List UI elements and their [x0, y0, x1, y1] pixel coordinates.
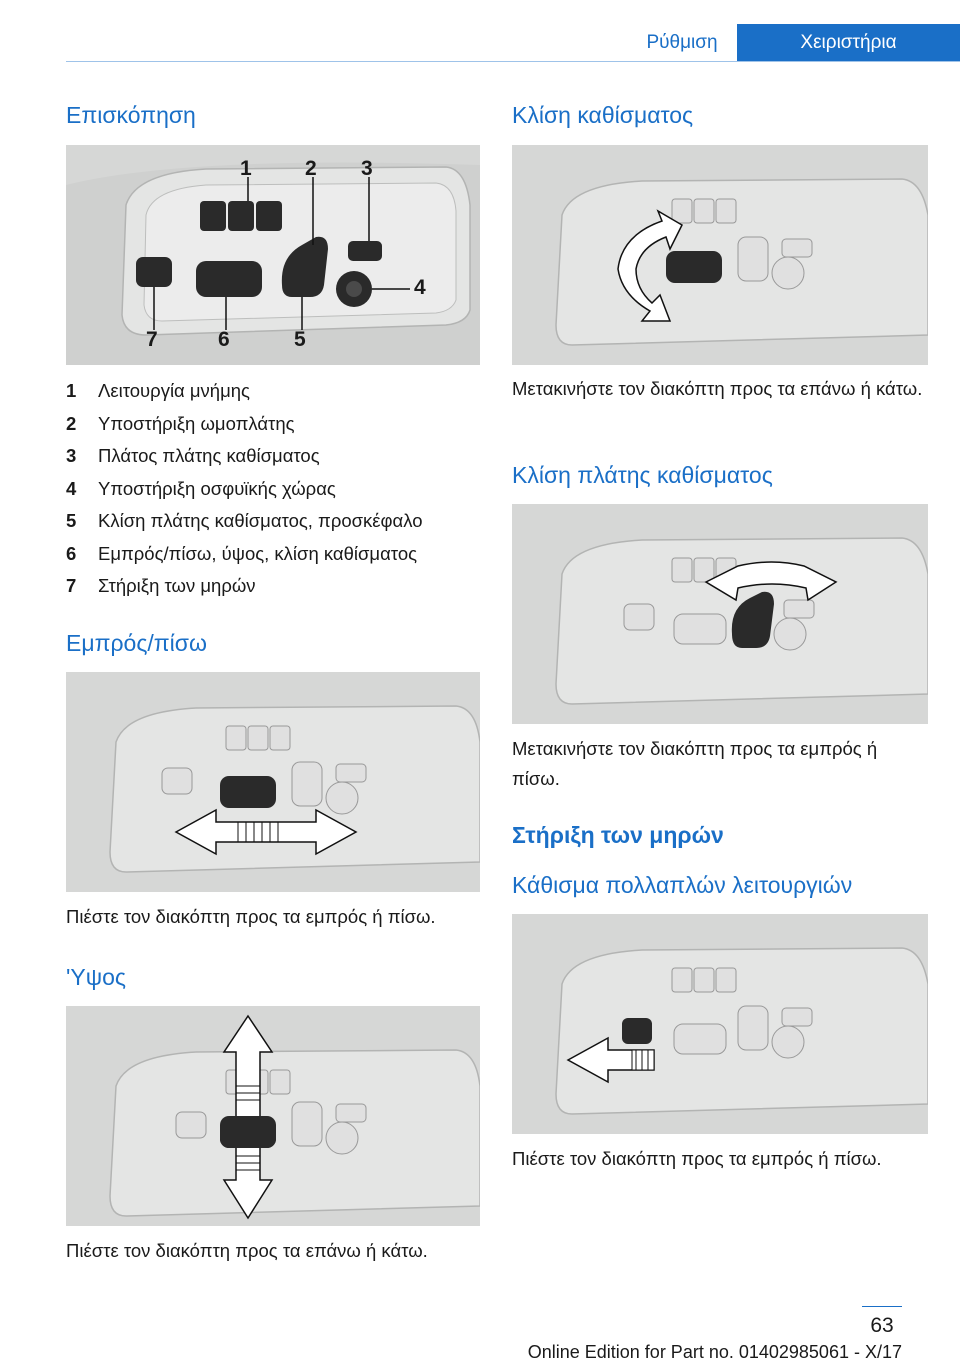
page-number: 63: [870, 1314, 894, 1337]
legend-item: 4 Υποστήριξη οσφυϊκής χώρας: [66, 477, 336, 499]
chapter-tab[interactable]: Χειριστήρια: [737, 24, 960, 62]
back-tilt-title: Κλίση πλάτης καθίσματος: [512, 462, 773, 488]
section-tab[interactable]: Ρύθμιση: [646, 32, 718, 53]
legend-item: 3 Πλάτος πλάτης καθίσματος: [66, 445, 320, 466]
height-figure: [66, 1006, 480, 1226]
callout-6: 6: [218, 328, 230, 351]
seat-tilt-figure: [512, 145, 928, 365]
header-bar: [0, 24, 960, 62]
overview-figure: [66, 145, 480, 365]
multi-figure: [512, 914, 928, 1134]
multi-text: Πιέστε τον διακόπτη προς τα εμπρός ή πίσω.: [512, 1148, 882, 1169]
callout-2: 2: [305, 157, 317, 180]
callout-3: 3: [361, 157, 373, 180]
callout-1: 1: [240, 157, 252, 180]
legend-item: 5 Κλίση πλάτης καθίσματος, προσκέφαλο: [66, 510, 423, 531]
callout-7: 7: [146, 328, 158, 351]
overview-title: Επισκόπηση: [66, 102, 196, 128]
height-title: 'Υψος: [66, 964, 127, 990]
legend-item: 1 Λειτουργία μνήμης: [66, 380, 250, 401]
legend-item: 6 Εμπρός/πίσω, ύψος, κλίση καθίσματος: [66, 542, 418, 564]
height-text: Πιέστε τον διακόπτη προς τα επάνω ή κάτω.: [66, 1240, 428, 1261]
forward-title: Εμπρός/πίσω: [66, 630, 207, 656]
back-tilt-figure: [512, 504, 928, 724]
forward-figure: [66, 672, 480, 892]
callout-4: 4: [414, 276, 426, 299]
thigh-title: Στήριξη των μηρών: [512, 822, 724, 848]
callout-5: 5: [294, 328, 306, 351]
legend-item: 7 Στήριξη των μηρών: [66, 575, 256, 596]
multi-title: Κάθισμα πολλαπλών λειτουργιών: [512, 872, 853, 898]
header-divider: [66, 61, 960, 62]
legend-list: [66, 375, 486, 603]
back-tilt-text: Μετακινήστε τον διακόπτη προς τα εμπρός ή πίσω.: [512, 738, 878, 789]
forward-text: Πιέστε τον διακόπτη προς τα εμπρός ή πίσω.: [66, 906, 436, 927]
page-number-rule: [862, 1306, 902, 1307]
legend-item: 2 Υποστήριξη ωμοπλάτης: [66, 412, 295, 434]
seat-tilt-title: Κλίση καθίσματος: [512, 102, 694, 128]
seat-tilt-text: Μετακινήστε τον διακόπτη προς τα επάνω ή κάτω.: [512, 378, 923, 399]
edition-footer: Online Edition for Part no. 01402985061 - X/17: [527, 1342, 902, 1362]
